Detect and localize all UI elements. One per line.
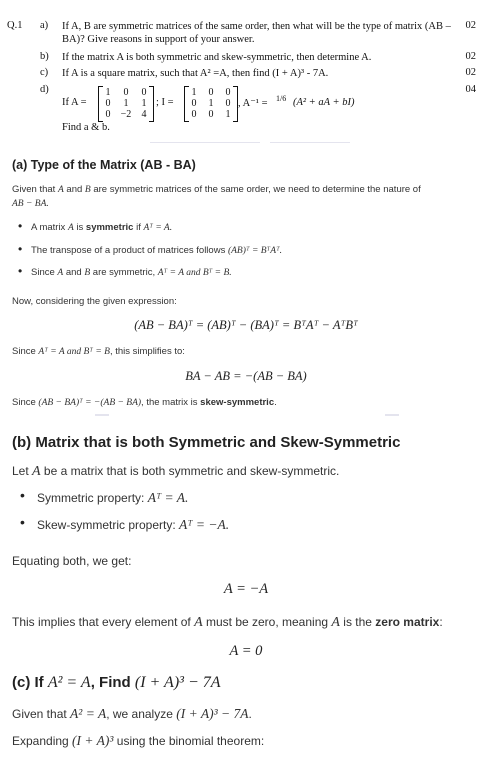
part-a-marks: 02 — [465, 20, 476, 31]
matrix-a-cell: 0 — [105, 109, 111, 120]
math-var: A — [32, 464, 41, 479]
text: Given that — [12, 184, 58, 195]
math-expr: Aᵀ = A and Bᵀ = B — [38, 347, 110, 357]
math-var: B — [84, 268, 91, 278]
math-var: B — [84, 185, 91, 195]
part-c-marks: 02 — [465, 67, 476, 78]
text: The transpose of a product of matrices follows — [31, 245, 228, 256]
section-c-heading — [12, 674, 482, 692]
section-c-given — [12, 706, 482, 722]
part-d-semi-i: ; I = — [156, 97, 174, 108]
text: , Find — [90, 674, 135, 691]
section-a-conclusion — [12, 396, 482, 410]
bold-term: skew-symmetric — [200, 397, 275, 408]
math-expr: Aᵀ = −A. — [179, 517, 230, 532]
matrix-i-cell: 0 — [208, 87, 214, 98]
math-var: A — [194, 615, 203, 630]
matrix-i-cell: 0 — [225, 87, 231, 98]
section-a-bullet-2 — [31, 244, 492, 258]
bullet-dot: • — [18, 264, 23, 278]
text: Skew-symmetric property: — [37, 518, 180, 532]
section-b-equation-2: A = 0 — [229, 643, 263, 659]
text: is — [73, 222, 86, 233]
divider — [95, 414, 109, 416]
text: Given that — [12, 707, 71, 721]
part-d-inverse: , A⁻¹ = — [238, 98, 268, 109]
section-a-equation-1: (AB − BA)ᵀ = (AB)ᵀ − (BA)ᵀ = BᵀAᵀ − AᵀBᵀ — [134, 318, 358, 332]
question-panel — [0, 0, 492, 140]
matrix-a-cell: 4 — [141, 109, 147, 120]
matrix-i-cell: 1 — [208, 98, 214, 109]
part-c-text: If A is a square matrix, such that A² =A, then find (I + A)³ - 7A. — [62, 68, 329, 79]
text: are symmetric, — [90, 267, 158, 278]
text: A matrix — [31, 222, 68, 233]
math-expr: A² = A — [70, 706, 107, 721]
section-a-since — [12, 345, 482, 359]
text: and — [63, 267, 85, 278]
math-expr: (I + A)³ − 7A — [176, 706, 249, 721]
math-expr: (AB)ᵀ = BᵀAᵀ. — [227, 246, 283, 256]
matrix-i-cell: 0 — [191, 98, 197, 109]
math-expr: (AB − BA)ᵀ = −(AB − BA) — [38, 398, 142, 408]
section-b-equating: Equating both, we get: — [12, 554, 132, 568]
bullet-dot: • — [18, 242, 23, 256]
part-a-text: If A, B are symmetric matrices of the same order, then what will be the type of matrix (AB – BA)? Give reasons in support of your answer. — [62, 21, 451, 45]
math-expr: A² = A — [47, 674, 91, 691]
bullet-dot: • — [20, 514, 25, 530]
text: is the — [339, 615, 376, 629]
text: and — [63, 184, 85, 195]
text: be a matrix that is both symmetric and skew-symmetric. — [40, 464, 340, 478]
part-d-find: Find a & b. — [62, 122, 110, 133]
part-d-letter: d) — [40, 84, 49, 95]
section-b-implies — [12, 614, 482, 631]
text: This implies that every element of — [12, 615, 195, 629]
text: Expanding — [12, 734, 73, 748]
matrix-i-cell: 1 — [191, 87, 197, 98]
part-b-marks: 02 — [465, 51, 476, 62]
text: , this simplifies to: — [109, 346, 185, 357]
text: Since — [31, 267, 58, 278]
part-b-text: If the matrix A is both symmetric and skew-symmetric, then determine A. — [62, 52, 372, 63]
matrix-a-cell: −2 — [120, 109, 132, 120]
part-b-letter: b) — [40, 51, 49, 62]
matrix-a — [98, 86, 154, 122]
matrix-a-cell: 0 — [105, 98, 111, 109]
part-c-letter: c) — [40, 67, 49, 78]
math-expr: Aᵀ = A and Bᵀ = B. — [157, 268, 232, 278]
text: , the matrix is — [141, 397, 201, 408]
section-a-intro — [12, 183, 482, 211]
section-b-equation-1: A = −A — [223, 581, 269, 597]
math-expr: Aᵀ = A. — [143, 223, 173, 233]
text: Since — [12, 346, 39, 357]
matrix-a-cell: 1 — [141, 98, 147, 109]
divider — [270, 142, 350, 143]
math-var: A — [57, 185, 64, 195]
section-b-bullet-1 — [37, 490, 492, 506]
text: using the binomial theorem: — [113, 734, 265, 748]
bold-term: symmetric — [85, 222, 134, 233]
matrix-a-cell: 0 — [141, 87, 147, 98]
bullet-dot: • — [20, 487, 25, 503]
divider — [385, 414, 399, 416]
math-expr: Aᵀ = A. — [147, 490, 189, 505]
section-b-bullet-2 — [37, 517, 492, 533]
section-b — [12, 434, 482, 451]
text: : — [439, 615, 443, 629]
math-expr: AB − BA. — [12, 199, 49, 209]
part-d-formula: (A² + aA + bI) — [293, 97, 355, 108]
part-d-fraction: 1/6 — [276, 94, 287, 103]
matrix-i-cell: 0 — [191, 109, 197, 120]
part-d-marks: 04 — [465, 84, 476, 95]
text: Symmetric property: — [37, 491, 148, 505]
bold-term: zero matrix — [375, 615, 440, 629]
part-d-if-a: If A = — [62, 97, 87, 108]
text: if — [133, 222, 144, 233]
text: must be zero, meaning — [202, 615, 332, 629]
text: . — [248, 707, 252, 721]
question-number: Q.1 — [7, 20, 23, 31]
section-a — [12, 158, 482, 172]
bullet-dot: • — [18, 219, 23, 233]
matrix-i-cell: 1 — [225, 109, 231, 120]
math-expr: (I + A)³ — [72, 733, 114, 748]
matrix-i-cell: 0 — [208, 109, 214, 120]
section-a-bullet-3 — [31, 266, 492, 280]
section-c-expand — [12, 733, 482, 749]
section-a-equation-2: BA − AB = −(AB − BA) — [185, 369, 307, 383]
math-var: A — [67, 223, 74, 233]
text: , we analyze — [106, 707, 177, 721]
matrix-a-cell: 1 — [123, 98, 129, 109]
math-var: A — [57, 268, 64, 278]
part-a-letter: a) — [40, 20, 49, 31]
section-b-let — [12, 463, 482, 480]
matrix-i — [184, 86, 238, 122]
matrix-a-cell: 1 — [105, 87, 111, 98]
divider — [150, 142, 260, 143]
section-a-consider: Now, considering the given expression: — [12, 296, 177, 307]
math-expr: (I + A)³ − 7A — [134, 674, 221, 691]
section-a-heading: (a) Type of the Matrix (AB - BA) — [12, 158, 196, 172]
matrix-i-cell: 0 — [225, 98, 231, 109]
matrix-a-cell: 0 — [123, 87, 129, 98]
text: . — [274, 397, 277, 408]
text: Since — [12, 397, 39, 408]
math-var: A — [331, 615, 340, 630]
section-c — [12, 674, 482, 692]
section-a-bullet-1 — [31, 221, 492, 235]
text: Let — [12, 464, 33, 478]
text: (c) If — [12, 674, 48, 691]
section-b-heading: (b) Matrix that is both Symmetric and Skew-Symmetric — [12, 434, 401, 451]
text: are symmetric matrices of the same order, we need to determine the nature of — [90, 184, 421, 195]
